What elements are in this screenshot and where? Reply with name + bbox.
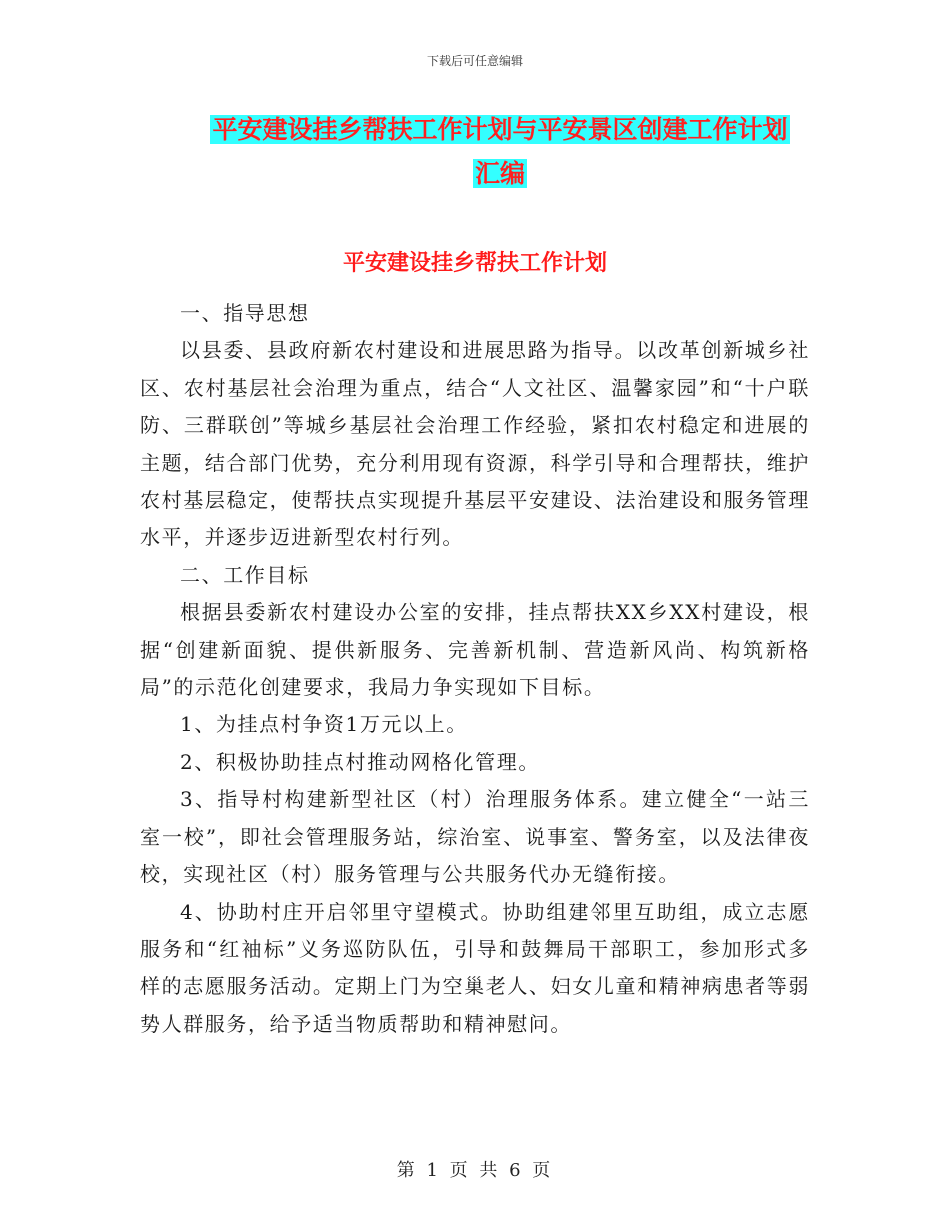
main-title-line-2: 汇编 [474,159,525,188]
page-number-footer: 第 1 页 共 6 页 [396,1160,554,1181]
goal-item-4: 4、协助村庄开启邻里守望模式。协助组建邻里互助组，成立志愿服务和“红袖标”义务巡防队伍，引导和鼓舞局干部职工，参加形式多样的志愿服务活动。定期上门为空巢老人、妇女儿童和精神病患者等弱势人群服务，给予适当物质帮助和精神慰问。 [140,899,810,1036]
heading-work-goals: 二、工作目标 [180,562,310,587]
section-title: 平安建设挂乡帮扶工作计划 [342,251,607,276]
goal-item-2: 2、积极协助挂点村推动网格化管理。 [180,749,540,774]
goal-item-3: 3、指导村构建新型社区（村）治理服务体系。建立健全“一站三室一校”，即社会管理服务站，综治室、说事室、警务室，以及法律夜校，实现社区（村）服务管理与公共服务代办无缝衔接。 [140,787,810,887]
paragraph-guiding-ideology: 以县委、县政府新农村建设和进展思路为指导。以改革创新城乡社区、农村基层社会治理为重点，结合“人文社区、温馨家园”和“十户联防、三群联创”等城乡基层社会治理工作经验，紧扣农村稳定和进展的主题，结合部门优势，充分利用现有资源，科学引导和合理帮扶，维护农村基层稳定，使帮扶点实现提升基层平安建设、法治建设和服务管理水平，并逐步迈进新型农村行列。 [140,338,810,550]
goal-item-1: 1、为挂点村争资1万元以上。 [180,712,468,737]
main-title-line-1: 平安建设挂乡帮扶工作计划与平安景区创建工作计划 [212,115,788,144]
document-main-title [140,108,860,196]
paragraph-work-goals: 根据县委新农村建设办公室的安排，挂点帮扶XX乡XX村建设，根据“创建新面貌、提供新服务、完善新机制、营造新风尚、构筑新格局”的示范化创建要求，我局力争实现如下目标。 [140,600,810,700]
header-note: 下载后可任意编辑 [426,54,523,68]
heading-guiding-ideology: 一、指导思想 [180,301,310,325]
document-body [140,295,810,1043]
